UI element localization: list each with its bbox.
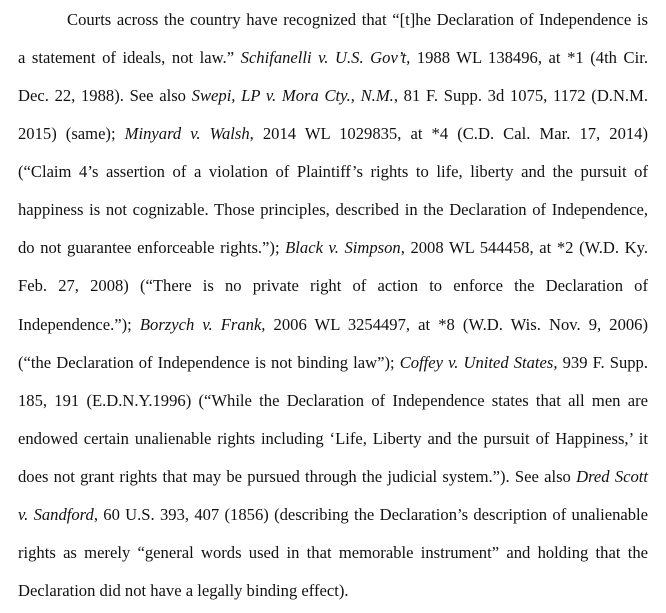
text-segment: Feb. 27, 2008) (“There is no private right of action to enforce the Declaration of [18,276,648,295]
text-segment: do not guarantee enforceable rights.”); [18,238,286,257]
case-name: Schifanelli v. U.S. Gov’t, [240,48,411,67]
text-segment: does not grant rights that may be pursued through the judicial system.”). See also [18,467,577,486]
text-segment: Independence.”); [18,315,140,334]
case-name: Borzych v. Frank, [139,315,266,334]
text-line [18,46,648,70]
text-segment: Dec. 22, 1988). See also [18,86,192,105]
text-segment: a statement of ideals, not law.” [18,48,241,67]
text-segment: rights as merely “general words used in that memorable instrument” and holding that the [18,543,648,562]
case-name: Minyard v. Walsh [124,124,250,143]
text-line [18,351,648,375]
text-segment: , 60 U.S. 393, 407 (1856) (describing the Declaration’s description of unalienable [93,505,649,524]
text-segment: Courts across the country have recognized that “[t]he Declaration of Independence is [67,10,648,29]
text-line [67,8,648,32]
text-segment: 2015) (same); [18,124,125,143]
text-segment: , 2008 WL 544458, at *2 (W.D. Ky. [400,238,648,257]
case-name: Coffey v. United States, [399,353,558,372]
case-name: v. Sandford [18,505,94,524]
text-segment: (“the Declaration of Independence is not binding law”); [18,353,400,372]
text-line [18,427,648,451]
case-name: Dred Scott [576,467,648,486]
case-name: Swepi, LP v. Mora Cty., N.M. [191,86,394,105]
text-segment: 1988 WL 138496, at *1 (4th Cir. [410,48,648,67]
text-segment: 185, 191 (E.D.N.Y.1996) (“While the Declaration of Independence states that all men are [18,391,648,410]
text-segment: endowed certain unalienable rights including ‘Life, Liberty and the pursuit of Happiness,’ it [18,429,648,448]
text-line [18,389,648,413]
text-segment: , 2014 WL 1029835, at *4 (C.D. Cal. Mar. 17, 2014) [249,124,648,143]
text-line [18,579,648,603]
text-segment: Declaration did not have a legally binding effect). [18,581,349,600]
text-line [18,84,648,108]
text-segment: happiness is not cognizable. Those principles, described in the Declaration of Independence, [18,200,648,219]
text-segment: 939 F. Supp. [557,353,648,372]
case-name: Black v. Simpson [285,238,401,257]
text-line [18,274,648,298]
text-segment: , 81 F. Supp. 3d 1075, 1172 (D.N.M. [393,86,648,105]
text-line [18,236,648,260]
text-segment: (“Claim 4’s assertion of a violation of Plaintiff’s rights to life, liberty and the pursuit of [18,162,648,181]
text-line [18,541,648,565]
text-line [18,465,648,489]
text-line [18,313,648,337]
text-line [18,122,648,146]
text-line [18,198,648,222]
text-line [18,503,648,527]
text-line [18,160,648,184]
text-segment: 2006 WL 3254497, at *8 (W.D. Wis. Nov. 9, 2006) [265,315,648,334]
